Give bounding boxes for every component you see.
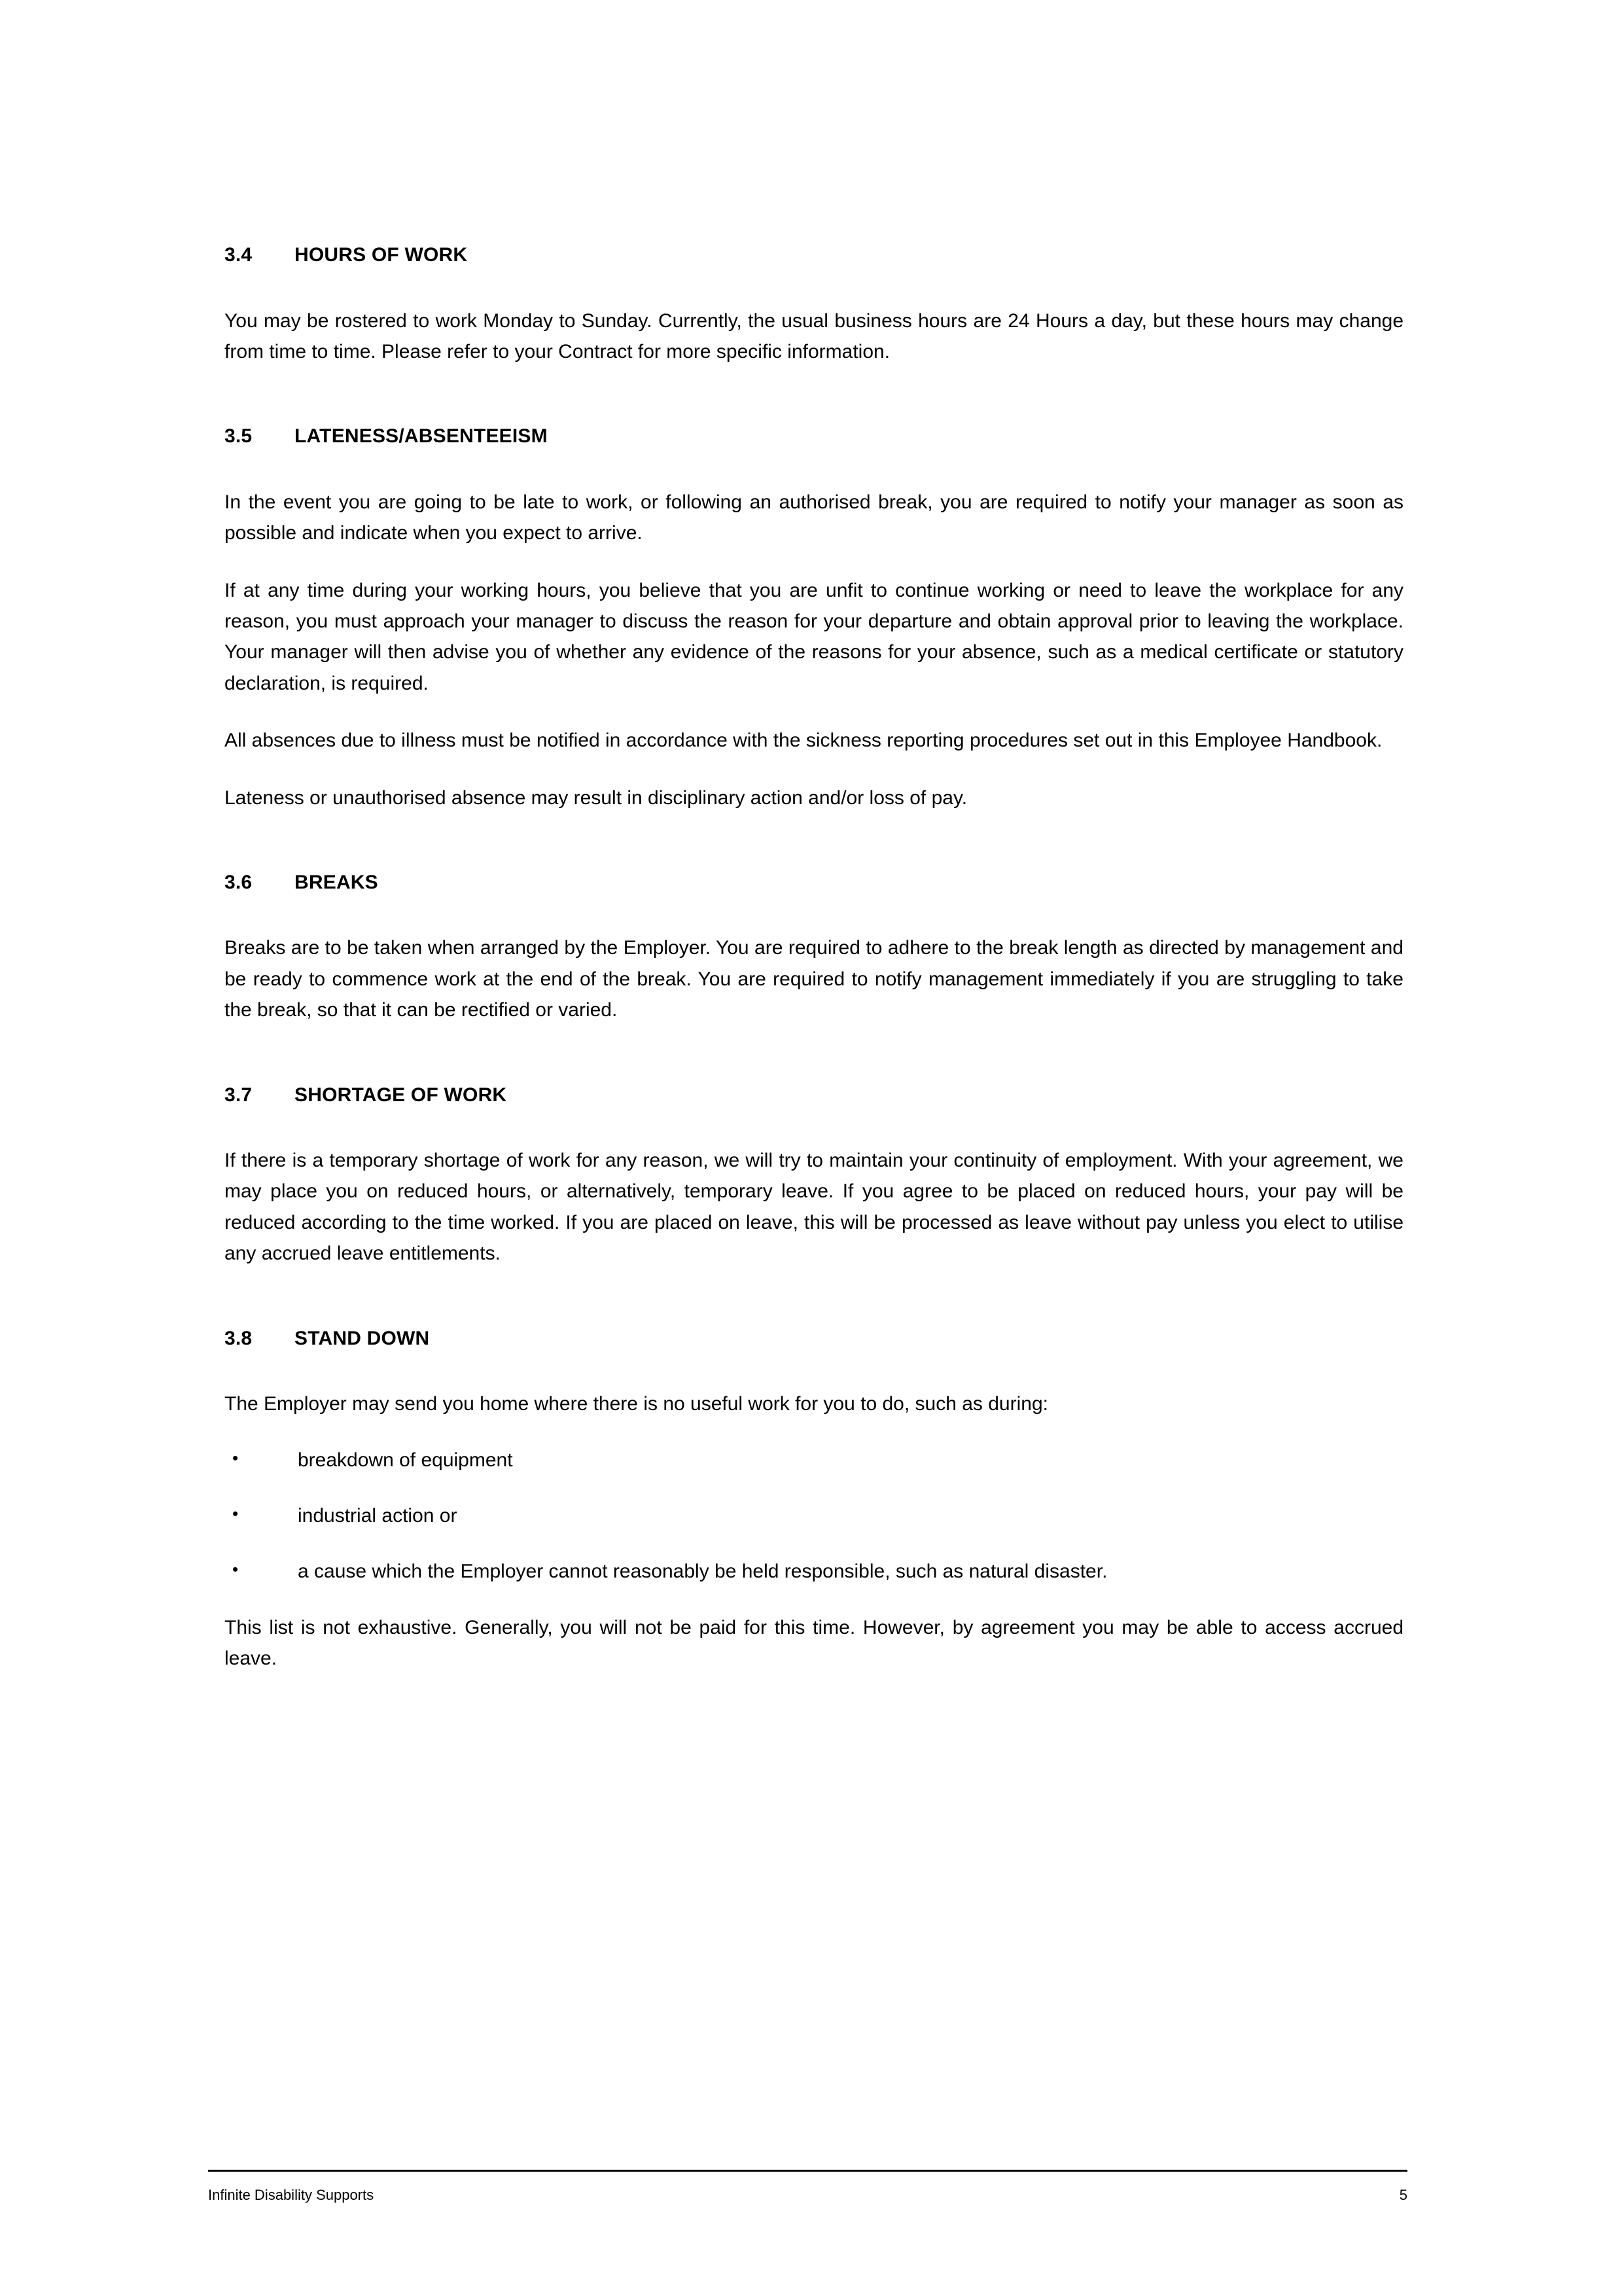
list-item (224, 1500, 1403, 1531)
list-item-label: breakdown of equipment (298, 1449, 513, 1471)
section-title: STAND DOWN (294, 1327, 430, 1349)
footer-organisation: Infinite Disability Supports (208, 2187, 374, 2203)
section-title: LATENESS/ABSENTEEISM (294, 425, 548, 448)
section-number: 3.8 (224, 1327, 253, 1349)
paragraph: Breaks are to be taken when arranged by the Employer. You are required to adhere to the break length as directed by management and be ready to commence work at the end of the break. You are required to notify management immediately if you are struggling to take the break, so that it can be rectified or varied. (224, 937, 1403, 1021)
footer-page-number: 5 (1399, 2187, 1407, 2203)
section-number: 3.6 (224, 871, 253, 893)
stand-down-bullet-list (224, 1445, 1403, 1587)
section-number: 3.7 (224, 1084, 253, 1106)
paragraph: If there is a temporary shortage of work for any reason, we will try to maintain your continuity of employment. With your agreement, we may place you on reduced hours, or alternatively, temporary leave. If you agree to be placed on reduced hours, your pay will be reduced according to the time worked. If you are placed on leave, this will be processed as leave without pay unless you elect to utilise any accrued leave entitlements. (224, 1150, 1403, 1265)
section-heading-3-4 (224, 242, 1403, 269)
paragraph: Lateness or unauthorised absence may result in disciplinary action and/or loss of pay. (224, 786, 968, 809)
section-heading-3-5 (224, 423, 1403, 450)
bullet-icon: • (232, 1559, 239, 1580)
page-content (224, 0, 1403, 1674)
section-heading-3-8 (224, 1326, 1403, 1352)
list-item (224, 1445, 1403, 1475)
bullet-icon: • (232, 1447, 239, 1468)
section-title: HOURS OF WORK (294, 244, 468, 266)
paragraph: All absences due to illness must be notified in accordance with the sickness reporting procedures set out in this Employee Handbook. (224, 730, 1383, 752)
page-footer (208, 2170, 1407, 2205)
footer-row (208, 2186, 1407, 2205)
paragraph: The Employer may send you home where there is no useful work for you to do, such as during: (224, 1393, 1048, 1415)
section-number: 3.5 (224, 425, 253, 448)
section-number: 3.4 (224, 244, 253, 266)
section-heading-3-6 (224, 870, 1403, 896)
list-item-label: a cause which the Employer cannot reasonably be held responsible, such as natural disaster. (298, 1561, 1108, 1583)
paragraph: In the event you are going to be late to work, or following an authorised break, you are required to notify your manager as soon as possible and indicate when you expect to arrive. (224, 491, 1403, 544)
paragraph: If at any time during your working hours, you believe that you are unfit to continue working or need to leave the workplace for any reason, you must approach your manager to discuss the reason for your departure and obtain approval prior to leaving the workplace. Your manager will then advise you of whether any evidence of the reasons for your absence, such as a medical certificate or statutory declaration, is required. (224, 579, 1403, 694)
paragraph: This list is not exhaustive. Generally, you will not be paid for this time. However, by agreement you may be able to access accrued leave. (224, 1616, 1403, 1670)
section-title: BREAKS (294, 871, 378, 893)
paragraph: You may be rostered to work Monday to Sunday. Currently, the usual business hours are 24 Hours a day, but these hours may change from time to time. Please refer to your Contract for more specific information. (224, 309, 1403, 362)
list-item-label: industrial action or (298, 1504, 457, 1527)
section-heading-3-7 (224, 1082, 1403, 1109)
section-title: SHORTAGE OF WORK (294, 1084, 507, 1106)
footer-divider (208, 2170, 1407, 2172)
list-item (224, 1556, 1403, 1587)
bullet-icon: • (232, 1503, 239, 1523)
